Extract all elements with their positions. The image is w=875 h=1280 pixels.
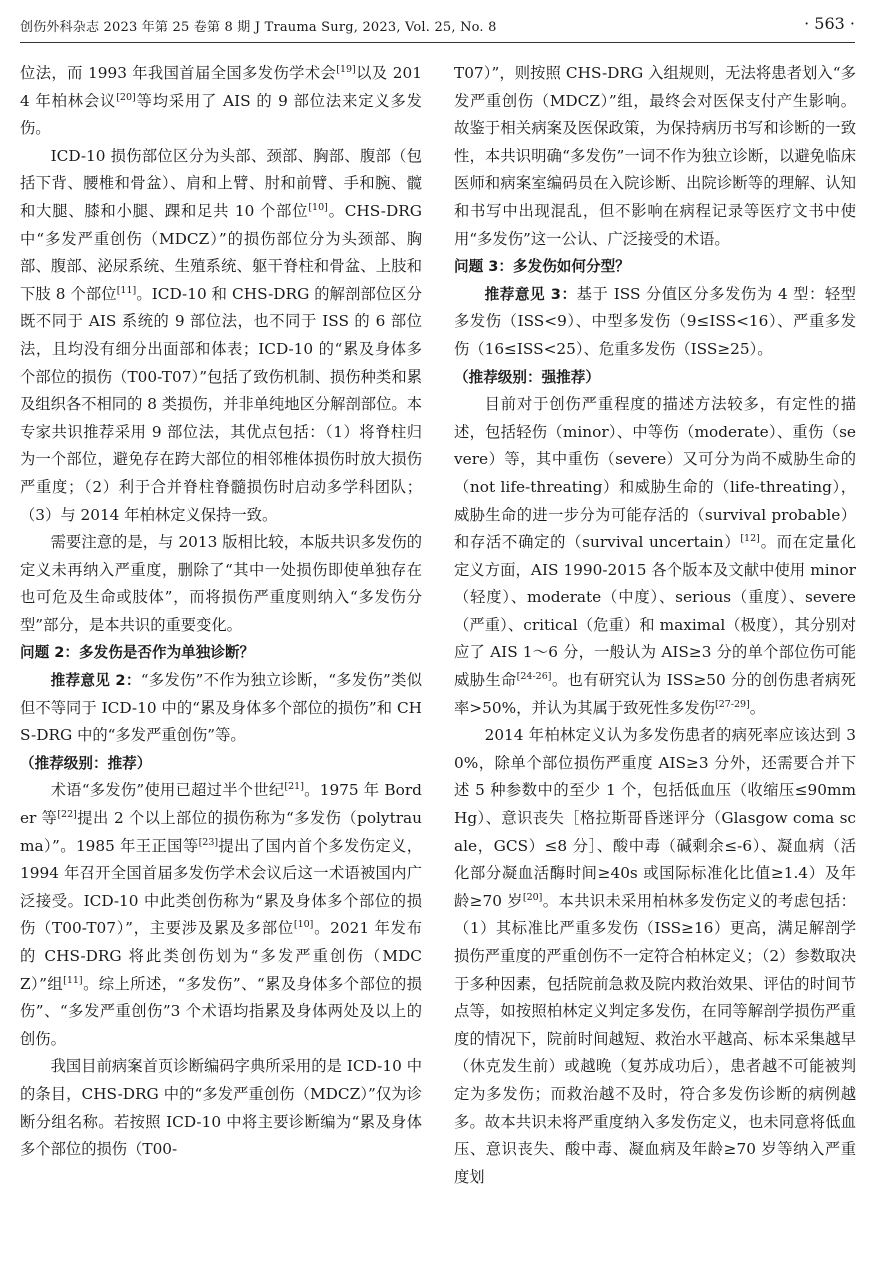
question-heading: 问题 2：多发伤是否作为单独诊断？: [20, 644, 255, 662]
citation-ref: [20]: [522, 891, 543, 903]
paragraph: ICD-10 损伤部位区分为头部、颈部、胸部、腹部（包括下背、腰椎和骨盆）、肩和上臂、肘和前臂、手和腕、髋和大腿、膝和小腿、踝和足共 10 个部位[10]。CHS-DRG 中“多发严重创伤（MDCZ）”的损伤部位分为头颈部、胸部、腹部、泌尿系统、生殖系统、躯干脊柱和骨盆、上肢和下肢 8 个部位[11]。ICD-10 和 CHS-DRG 的解剖部位区分既不同于 AIS 系统的 9 部位法，也不同于 ISS 的 6 部位法，且均没有细分出面部和体表；ICD-10 的“累及身体多个部位的损伤（T00-T07）”包括了致伤机制、损伤种类和累及组织各不相同的 8 类损伤，并非单纯地区分解剖部位。本专家共识推荐采用 9 部位法，其优点包括：（1）将脊柱归为一个部位，避免存在跨大部位的相邻椎体损伤时放大损伤严重度；（2）利于合并脊柱脊髓损伤时启动多学科团队；（3）与 2014 年柏林定义保持一致。: [20, 146, 422, 524]
recommendation-label: 推荐意见 3：: [484, 285, 577, 303]
recommendation: 推荐意见 3：基于 ISS 分值区分多发伤为 4 型：轻型多发伤（ISS<9）、中型多发伤（9≤ISS<16）、严重多发伤（16≤ISS<25）、危重多发伤（ISS≥25）。: [454, 284, 856, 358]
recommendation-grade: （推荐级别：强推荐）: [454, 368, 600, 386]
citation-ref: [12]: [740, 533, 760, 545]
recommendation-grade: （推荐级别：推荐）: [20, 754, 152, 772]
recommendation-label: 推荐意见 2：: [50, 672, 141, 690]
citation-ref: [21]: [284, 781, 304, 793]
citation-ref: [20]: [116, 91, 136, 103]
citation-ref: [24-26]: [516, 671, 552, 683]
paragraph: 术语“多发伤”使用已超过半个世纪[21]。1975 年 Border 等[22]提出 2 个以上部位的损伤称为“多发伤（polytrauma）”。1985 年王正国等[23]提出了国内首个多发伤定义，1994 年召开全国首届多发伤学术会议后这一术语被国内广泛接受。ICD-10 中此类创伤称为“累及身体多个部位的损伤（T00-T07）”，主要涉及累及多部位[10]。2021 年发布的 CHS-DRG 将此类创伤划为“多发严重创伤（MDCZ）”组[11]。综上所述，“多发伤”、“累及身体多个部位的损伤”、“多发严重创伤”3 个术语均指累及身体两处及以上的创伤。: [20, 781, 422, 1048]
citation-ref: [27-29]: [714, 698, 750, 710]
running-header: [20, 8, 855, 42]
header-rule: [20, 42, 855, 43]
paragraph: 目前对于创伤严重程度的描述方法较多，有定性的描述，包括轻伤（minor）、中等伤（moderate）、重伤（severe）等，其中重伤（severe）又可分为尚不威胁生命的（not life-threating）和威胁生命的（life-threating），威胁生命的进一步分为可能存活的（survival probable）和存活不确定的（survival uncertain）[12]。而在定量化定义方面，AIS 1990-2015 各个版本及文献中使用 minor（轻度）、moderate（中度）、serious（重度）、severe（严重）、critical（危重）和 maximal（极度），其分别对应了 AIS 1～6 分，一般认为 AIS≥3 分的单个部位伤可能威胁生命[24-26]。也有研究认为 ISS≥50 分的创伤患者病死率>50%，并认为其属于致死性多发伤[27-29]。: [454, 395, 856, 717]
page-number: · 563 ·: [804, 14, 855, 33]
paragraph: 2014 年柏林定义认为多发伤患者的病死率应该达到 30%，除单个部位损伤严重度 AIS≥3 分外，还需要合并下述 5 种参数中的至少 1 个，包括低血压（收缩压≤90mmHg）、意识丧失［格拉斯哥昏迷评分（Glasgow coma scale，GCS）≤8 分］、酸中毒（碱剩余≤-6）、凝血病（活化部分凝血活酶时间≥40s 或国际标准化比值≥1.4）及年龄≥70 岁[20]。本共识未采用柏林多发伤定义的考虑包括：（1）其标准比严重多发伤（ISS≥16）更高，满足解剖学损伤严重度的严重创伤不一定符合柏林定义；（2）参数取决于多种因素，包括院前急救及院内救治效果、评估的时间节点等，如按照柏林定义判定多发伤，在同等解剖学损伤严重度的情况下，院前时间越短、救治水平越高、标本采集越早（休克发生前）或越晚（复苏成功后），患者越不可能被判定为多发伤；而救治越不及时，符合多发伤诊断的病例越多。故本共识未将严重度纳入多发伤定义，也未同意将低血压、意识丧失、酸中毒、凝血病及年龄≥70 岁等纳入严重度划: [454, 726, 856, 1186]
citation-ref: [19]: [336, 64, 356, 75]
citation-ref: [11]: [116, 284, 137, 296]
paragraph: 需要注意的是，与 2013 版相比较，本版共识多发伤的定义未再纳入严重度，删除了“其中一处损伤即使单独存在也可危及生命或肢体”，而将损伤严重度则纳入“多发伤分型”部分，是本共识的重要变化。: [20, 533, 422, 634]
paragraph: 位法，而 1993 年我国首届全国多发伤学术会[19]以及 2014 年柏林会议[20]等均采用了 AIS 的 9 部位法来定义多发伤。: [20, 64, 423, 138]
paragraph: T07）”，则按照 CHS-DRG 入组规则，无法将患者划入“多发严重创伤（MDCZ）”组，最终会对医保支付产生影响。故鉴于相关病案及医保政策，为保持病历书写和诊断的一致性，本共识明确“多发伤”一词不作为独立诊断，以避免临床医师和病案室编码员在入院诊断、出院诊断等的理解、认知和书写中出现混乱，但不影响在病程记录等医疗文书中使用“多发伤”这一公认、广泛接受的术语。: [454, 64, 856, 248]
question-heading: 问题 3：多发伤如何分型？: [454, 258, 630, 276]
recommendation: 推荐意见 2：“多发伤”不作为独立诊断，“多发伤”类似但不等同于 ICD-10 中的“累及身体多个部位的损伤”和 CHS-DRG 中的“多发严重创伤”等。: [20, 671, 422, 745]
left-column: [20, 60, 422, 1164]
citation-ref: [23]: [198, 836, 219, 848]
paragraph: 我国目前病案首页诊断编码字典所采用的是 ICD-10 中的条目，CHS-DRG 中的“多发严重创伤（MDCZ）”仅为诊断分组名称。若按照 ICD-10 中将主要诊断编为“累及身体多个部位的损伤（T00-: [20, 1057, 422, 1159]
citation-ref: [22]: [57, 809, 77, 821]
citation-ref: [11]: [63, 974, 83, 986]
citation-ref: [10]: [293, 919, 314, 931]
right-column: [454, 60, 856, 1191]
journal-citation: 创伤外科杂志 2023 年第 25 卷第 8 期 J Trauma Surg, 2023, Vol. 25, No. 8: [20, 20, 497, 35]
citation-ref: [10]: [308, 201, 328, 213]
